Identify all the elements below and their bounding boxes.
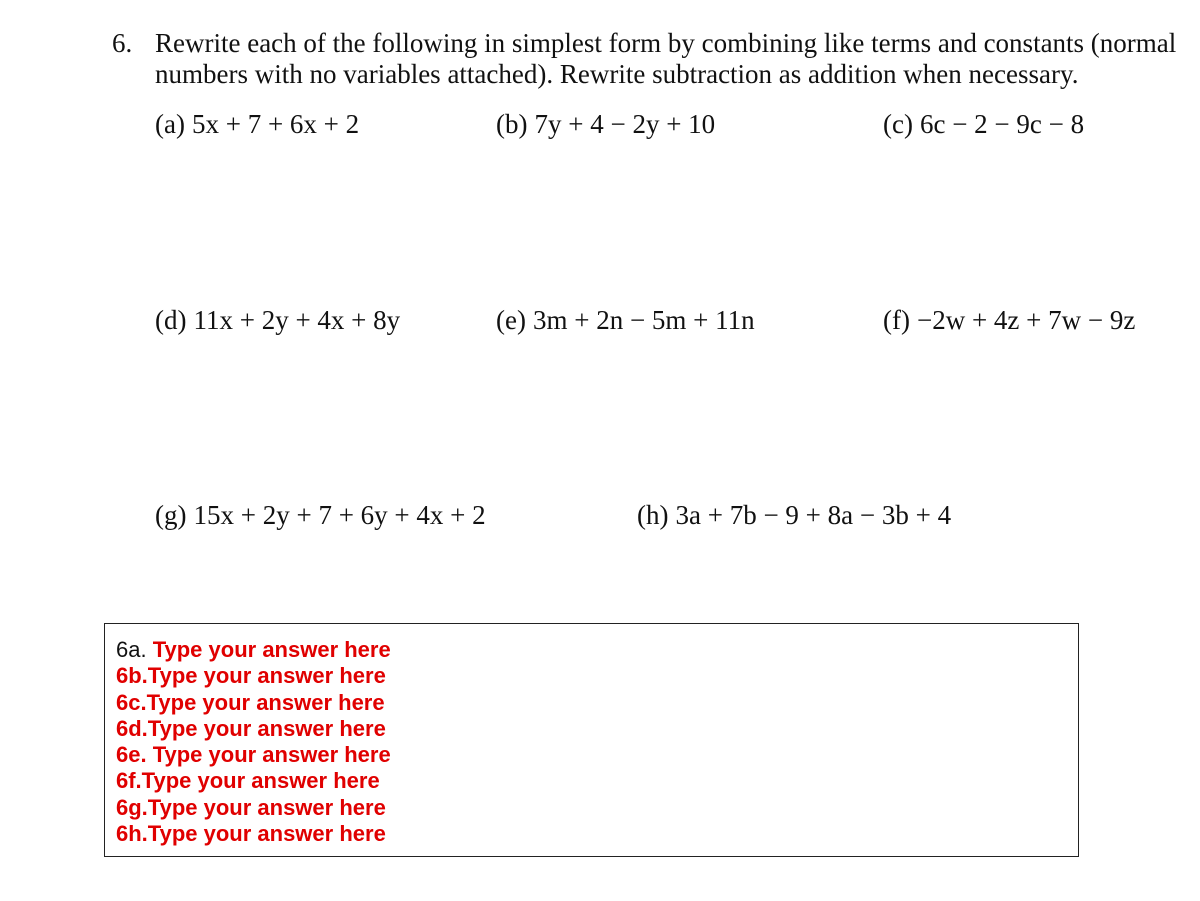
answer-line-6b[interactable] <box>116 663 391 689</box>
answer-placeholder[interactable]: 6b.Type your answer here <box>116 663 386 689</box>
question-instructions: Rewrite each of the following in simplest form by combining like terms and constants (normal numbers with no variables attached). Rewrite subtraction as addition when necessary. <box>155 28 1177 89</box>
problem-label: (e) <box>496 305 526 335</box>
problem-expression: 7y + 4 − 2y + 10 <box>534 109 716 139</box>
answer-line-6c[interactable] <box>116 690 391 716</box>
answer-line-6h[interactable] <box>116 821 391 847</box>
problem-label: (f) <box>883 305 910 335</box>
answer-placeholder[interactable]: 6h.Type your answer here <box>116 821 386 847</box>
problem-h <box>637 499 951 531</box>
answer-line-6f[interactable] <box>116 768 391 794</box>
problem-c <box>883 108 1084 140</box>
problem-d <box>155 304 400 336</box>
answer-line-6g[interactable] <box>116 795 391 821</box>
problem-expression: 6c − 2 − 9c − 8 <box>919 109 1085 139</box>
answer-placeholder[interactable]: 6c.Type your answer here <box>116 689 385 715</box>
answer-placeholder[interactable]: 6d.Type your answer here <box>116 715 386 741</box>
answer-placeholder[interactable]: Type your answer here <box>152 637 391 662</box>
problem-expression: −2w + 4z + 7w − 9z <box>916 305 1136 335</box>
answer-line-6e[interactable] <box>116 742 391 768</box>
problem-e <box>496 304 755 336</box>
answer-line-6d[interactable] <box>116 716 391 742</box>
problem-label: (c) <box>883 109 913 139</box>
problem-expression: 3a + 7b − 9 + 8a − 3b + 4 <box>675 500 952 530</box>
problem-expression: 3m + 2n − 5m + 11n <box>532 305 755 335</box>
problem-label: (a) <box>155 109 185 139</box>
problem-expression: 11x + 2y + 4x + 8y <box>193 305 401 335</box>
answer-placeholder[interactable]: 6f.Type your answer here <box>116 768 380 794</box>
problem-a <box>155 108 359 140</box>
answer-list[interactable] <box>116 637 391 847</box>
problem-label: (d) <box>155 305 187 335</box>
question-number: 6. <box>112 28 133 58</box>
answer-placeholder[interactable]: 6g.Type your answer here <box>116 794 386 820</box>
answer-placeholder[interactable]: 6e. Type your answer here <box>116 742 391 768</box>
answer-line-6a[interactable] <box>116 637 391 663</box>
problem-label: (g) <box>155 500 187 530</box>
problem-expression: 5x + 7 + 6x + 2 <box>191 109 360 139</box>
answer-prefix: 6a. <box>116 637 153 662</box>
problem-g <box>155 499 486 531</box>
problem-label: (b) <box>496 109 528 139</box>
problem-label: (h) <box>637 500 669 530</box>
problem-b <box>496 108 715 140</box>
problem-expression: 15x + 2y + 7 + 6y + 4x + 2 <box>193 500 486 530</box>
problem-f <box>883 304 1135 336</box>
